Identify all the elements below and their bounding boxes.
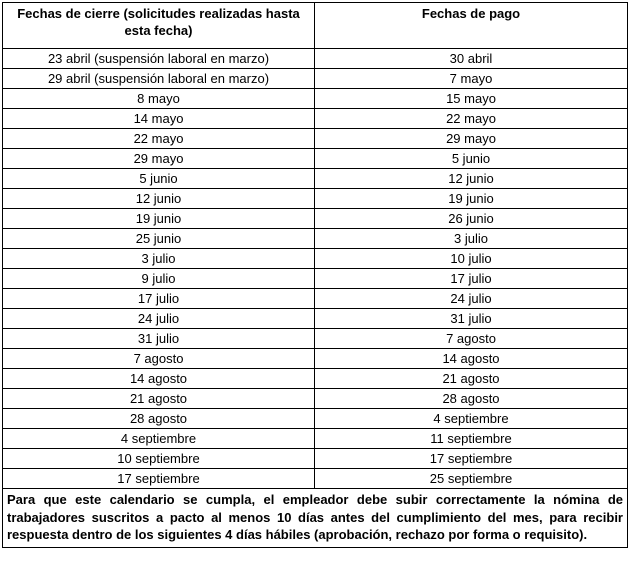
header-payment-dates: Fechas de pago xyxy=(315,3,628,49)
payment-date-cell: 25 septiembre xyxy=(315,469,628,489)
table-row xyxy=(3,409,628,429)
payment-date-cell: 28 agosto xyxy=(315,389,628,409)
table-row xyxy=(3,469,628,489)
table-row xyxy=(3,429,628,449)
closing-date-cell: 14 mayo xyxy=(3,109,315,129)
closing-date-cell: 14 agosto xyxy=(3,369,315,389)
payment-date-cell: 19 junio xyxy=(315,189,628,209)
closing-date-cell: 4 septiembre xyxy=(3,429,315,449)
payment-date-cell: 26 junio xyxy=(315,209,628,229)
table-row xyxy=(3,149,628,169)
payment-date-cell: 3 julio xyxy=(315,229,628,249)
payment-date-cell: 17 septiembre xyxy=(315,449,628,469)
payment-date-cell: 11 septiembre xyxy=(315,429,628,449)
table-row xyxy=(3,249,628,269)
closing-date-cell: 31 julio xyxy=(3,329,315,349)
payment-date-cell: 30 abril xyxy=(315,49,628,69)
table-row xyxy=(3,349,628,369)
payment-date-cell: 12 junio xyxy=(315,169,628,189)
note-row xyxy=(3,489,628,548)
table-row xyxy=(3,449,628,469)
payment-calendar-table xyxy=(2,2,628,548)
closing-date-cell: 28 agosto xyxy=(3,409,315,429)
payment-date-cell: 21 agosto xyxy=(315,369,628,389)
closing-date-cell: 29 mayo xyxy=(3,149,315,169)
payment-date-cell: 29 mayo xyxy=(315,129,628,149)
closing-date-cell: 8 mayo xyxy=(3,89,315,109)
table-row xyxy=(3,169,628,189)
table-row xyxy=(3,49,628,69)
table-row xyxy=(3,129,628,149)
payment-date-cell: 17 julio xyxy=(315,269,628,289)
calendar-note: Para que este calendario se cumpla, el empleador debe subir correctamente la nómina de trabajadores suscritos a pacto al menos 10 días antes del cumplimiento del mes, para recibir respuesta dentro de los siguientes 4 días hábiles (aprobación, rechazo por forma o requisito). xyxy=(3,489,628,548)
closing-date-cell: 5 junio xyxy=(3,169,315,189)
closing-date-cell: 19 junio xyxy=(3,209,315,229)
payment-date-cell: 22 mayo xyxy=(315,109,628,129)
table-row xyxy=(3,109,628,129)
closing-date-cell: 23 abril (suspensión laboral en marzo) xyxy=(3,49,315,69)
closing-date-cell: 10 septiembre xyxy=(3,449,315,469)
table-row xyxy=(3,369,628,389)
table-row xyxy=(3,389,628,409)
closing-date-cell: 17 septiembre xyxy=(3,469,315,489)
table-header-row xyxy=(3,3,628,49)
closing-date-cell: 22 mayo xyxy=(3,129,315,149)
closing-date-cell: 7 agosto xyxy=(3,349,315,369)
payment-date-cell: 5 junio xyxy=(315,149,628,169)
table-row xyxy=(3,209,628,229)
payment-date-cell: 7 mayo xyxy=(315,69,628,89)
payment-date-cell: 31 julio xyxy=(315,309,628,329)
closing-date-cell: 29 abril (suspensión laboral en marzo) xyxy=(3,69,315,89)
payment-date-cell: 15 mayo xyxy=(315,89,628,109)
closing-date-cell: 9 julio xyxy=(3,269,315,289)
table-row xyxy=(3,269,628,289)
payment-date-cell: 10 julio xyxy=(315,249,628,269)
table-body xyxy=(3,49,628,489)
table-row xyxy=(3,69,628,89)
closing-date-cell: 21 agosto xyxy=(3,389,315,409)
payment-date-cell: 14 agosto xyxy=(315,349,628,369)
table-row xyxy=(3,289,628,309)
table-row xyxy=(3,89,628,109)
table-row xyxy=(3,229,628,249)
closing-date-cell: 3 julio xyxy=(3,249,315,269)
header-closing-dates: Fechas de cierre (solicitudes realizadas hasta esta fecha) xyxy=(3,3,315,49)
closing-date-cell: 24 julio xyxy=(3,309,315,329)
payment-date-cell: 4 septiembre xyxy=(315,409,628,429)
closing-date-cell: 25 junio xyxy=(3,229,315,249)
table-row xyxy=(3,309,628,329)
closing-date-cell: 17 julio xyxy=(3,289,315,309)
table-row xyxy=(3,329,628,349)
table-row xyxy=(3,189,628,209)
closing-date-cell: 12 junio xyxy=(3,189,315,209)
payment-date-cell: 24 julio xyxy=(315,289,628,309)
payment-date-cell: 7 agosto xyxy=(315,329,628,349)
